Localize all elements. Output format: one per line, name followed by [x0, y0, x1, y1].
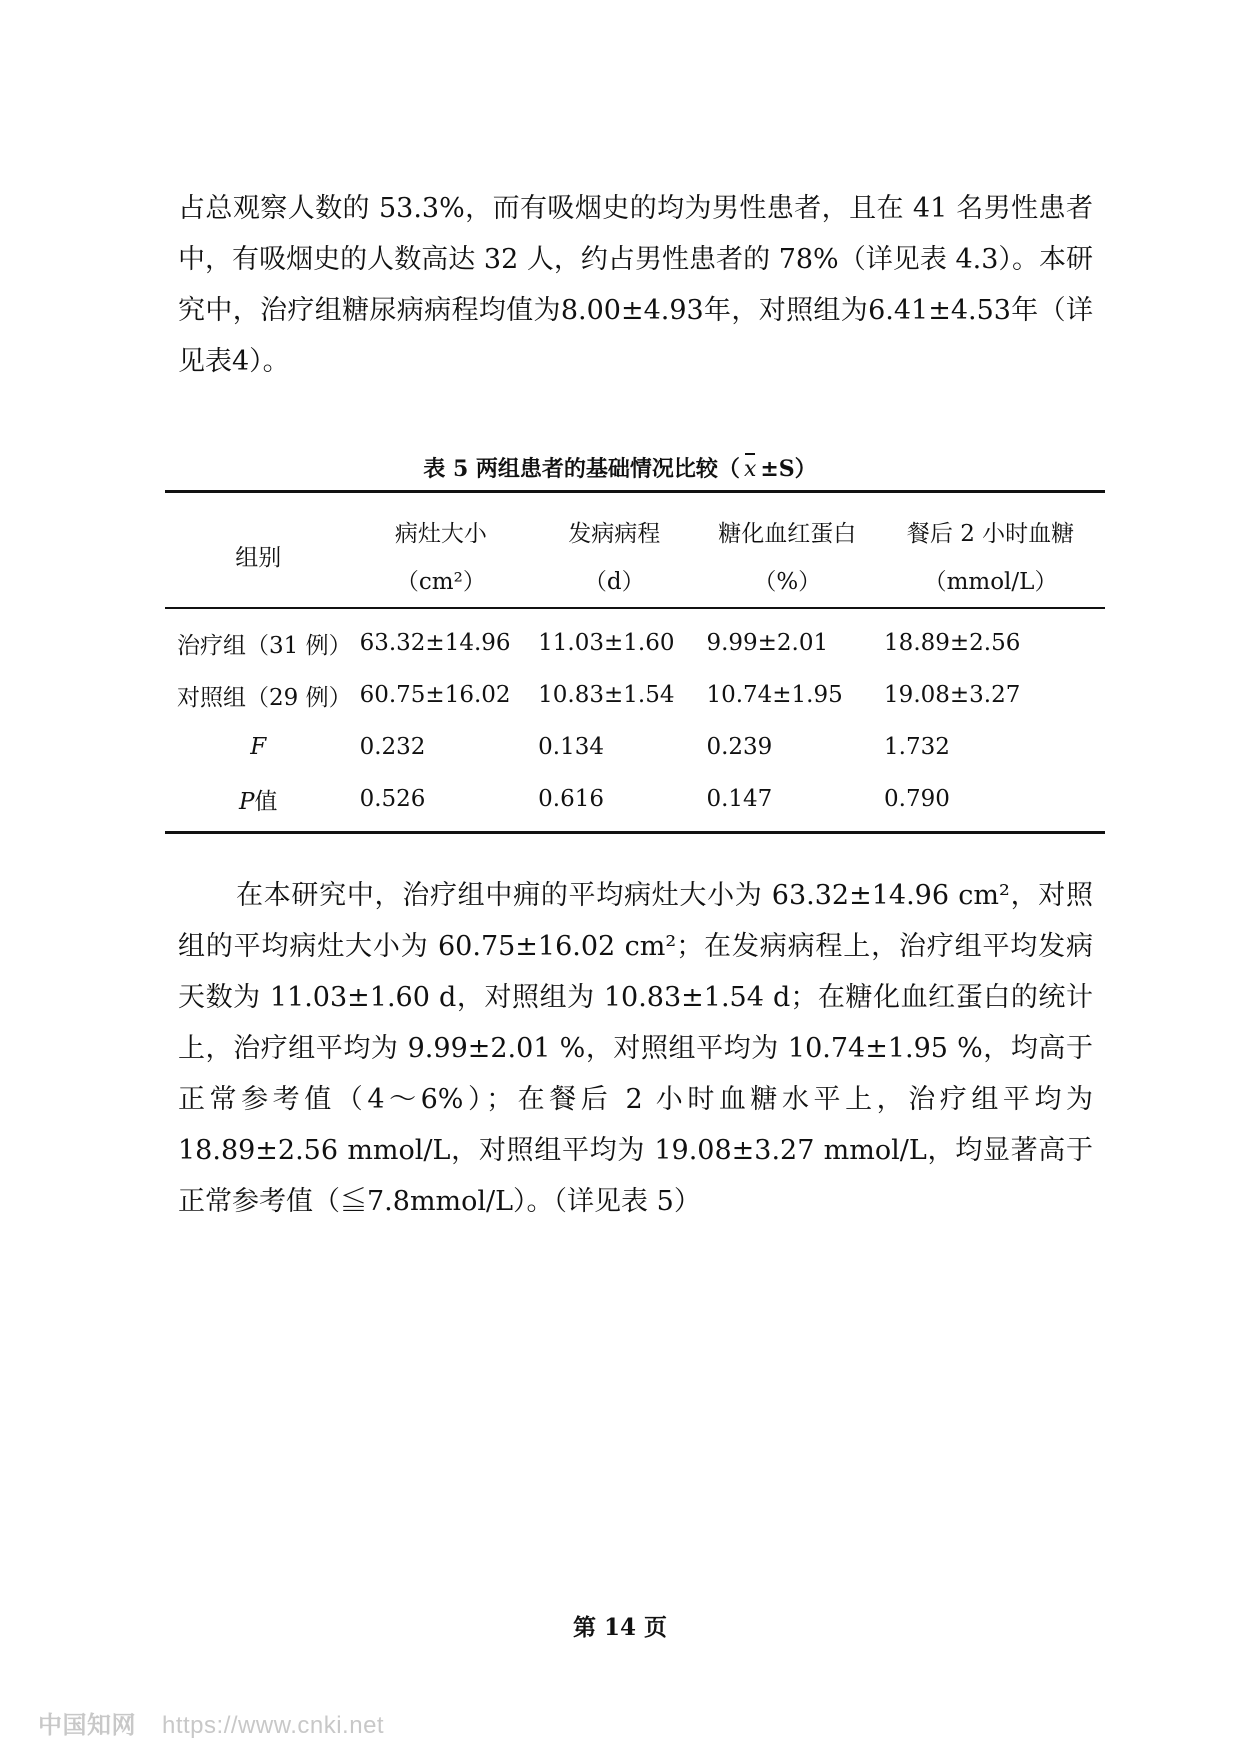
- row-label: [165, 773, 352, 833]
- f-symbol: F: [250, 734, 267, 760]
- row-label: [165, 721, 352, 773]
- column-header-hba1c: 糖化血红蛋白: [718, 520, 857, 547]
- table-cell: 10.74±1.95: [706, 682, 843, 708]
- table-cell: 9.99±2.01: [706, 630, 829, 656]
- table-caption-xbar-symbol: x: [743, 457, 757, 482]
- table-cell: 0.790: [884, 786, 950, 812]
- column-header-postprandial-glucose: 餐后 2 小时血糖: [906, 520, 1075, 547]
- table-cell: 0.147: [706, 786, 773, 812]
- table-caption-suffix: ±S）: [760, 456, 817, 482]
- column-header-disease-duration: 发病病程: [568, 520, 661, 547]
- body-paragraph-1: 占总观察人数的 53.3%，而有吸烟史的均为男性患者，且在 41 名男性患者中，有吸烟史的人数高达 32 人，约占男性患者的 78%（详见表 4.3）。本研究中，治疗组糖尿病病程均值为8.00±4.93年，对照组为6.41±4.53年（详见表4）。: [178, 193, 1093, 377]
- table-cell: 60.75±16.02: [359, 682, 511, 708]
- table-cell: 63.32±14.96: [359, 630, 511, 656]
- column-unit-hba1c: （%）: [698, 559, 876, 608]
- row-label-suffix: 值: [254, 788, 278, 815]
- row-label: 对照组（29 例）: [177, 684, 352, 711]
- table-row-treatment-group: [165, 608, 1105, 669]
- watermark-url: https://www.cnki.net: [162, 1712, 385, 1739]
- table-cell: 11.03±1.60: [538, 630, 675, 656]
- row-label: 治疗组（31 例）: [177, 632, 352, 659]
- table-cell: 18.89±2.56: [884, 630, 1021, 656]
- body-paragraph-2: 在本研究中，治疗组中痈的平均病灶大小为 63.32±14.96 cm²，对照组的平均病灶大小为 60.75±16.02 cm²；在发病病程上，治疗组平均发病天数为 11.03±1.60 d，对照组为 10.83±1.54 d；在糖化血红蛋白的统计上，治疗组平均为 9.99±2.01 %，对照组平均为 10.74±1.95 %，均高于正常参考值（4～6%）；在餐后 2 小时血糖水平上，治疗组平均为 18.89±2.56 mmol/L，对照组平均为 19.08±3.27 mmol/L，均显著高于正常参考值（≦7.8mmol/L）。（详见表 5）: [178, 880, 1093, 1217]
- column-unit-disease-duration: （d）: [530, 559, 698, 608]
- table-cell: 0.232: [359, 734, 426, 760]
- column-unit-postprandial-glucose: （mmol/L）: [876, 559, 1105, 608]
- table-caption: [0, 452, 1240, 483]
- column-unit-lesion-size: （cm²）: [352, 559, 531, 608]
- table-caption-prefix: 表 5 两组患者的基础情况比较（: [423, 456, 740, 482]
- cnki-watermark: [38, 1705, 384, 1740]
- table-row-p-value: [165, 773, 1105, 833]
- comparison-table: [165, 490, 1105, 834]
- p-symbol: P: [239, 788, 255, 815]
- table-cell: 19.08±3.27: [884, 682, 1021, 708]
- table-row-f-statistic: [165, 721, 1105, 773]
- table-cell: 0.134: [538, 734, 605, 760]
- watermark-brand: 中国知网: [38, 1712, 136, 1739]
- group-column-header: 组别: [165, 492, 352, 609]
- table-cell: 1.732: [884, 734, 950, 760]
- column-header-lesion-size: 病灶大小: [394, 520, 487, 547]
- table-cell: 10.83±1.54: [538, 682, 675, 708]
- table-cell: 0.526: [359, 786, 426, 812]
- table-row-control-group: [165, 669, 1105, 721]
- table-cell: 0.239: [706, 734, 773, 760]
- table-cell: 0.616: [538, 786, 605, 812]
- page-number: 第 14 页: [572, 1614, 668, 1641]
- table-header-row: [165, 492, 1105, 560]
